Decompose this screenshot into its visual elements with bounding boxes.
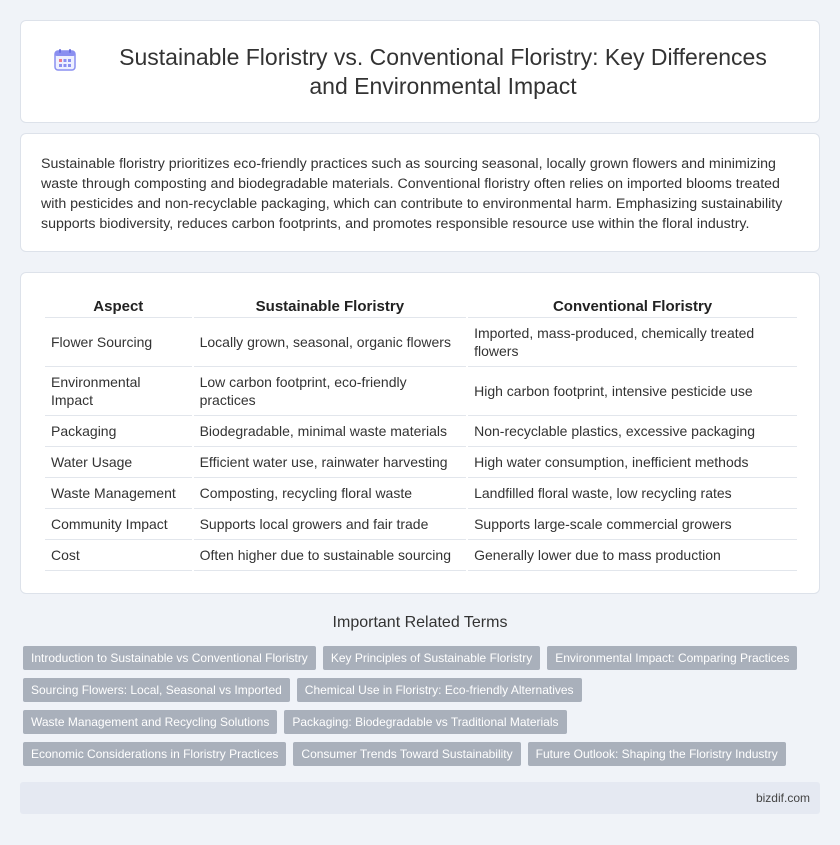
table-cell-conventional: High water consumption, inefficient methods [468, 447, 797, 478]
table-row [45, 447, 797, 478]
table-cell-conventional: Supports large-scale commercial growers [468, 509, 797, 540]
table-cell-conventional: Generally lower due to mass production [468, 540, 797, 571]
related-term-tag[interactable]: Chemical Use in Floristry: Eco-friendly Alternatives [297, 678, 582, 702]
related-term-tag[interactable]: Economic Considerations in Floristry Practices [23, 742, 286, 766]
table-row [45, 416, 797, 447]
table-cell-aspect: Flower Sourcing [45, 318, 192, 367]
table-row [45, 509, 797, 540]
table-header-sustainable: Sustainable Floristry [194, 295, 467, 318]
related-term-tag[interactable]: Consumer Trends Toward Sustainability [293, 742, 520, 766]
table-cell-sustainable: Locally grown, seasonal, organic flowers [194, 318, 467, 367]
footer [20, 782, 820, 814]
table-cell-aspect: Community Impact [45, 509, 192, 540]
table-header-conventional: Conventional Floristry [468, 295, 797, 318]
table-cell-conventional: Landfilled floral waste, low recycling rates [468, 478, 797, 509]
comparison-table-card [20, 272, 820, 594]
related-terms-heading: Important Related Terms [332, 614, 508, 631]
related-terms-list [23, 646, 823, 774]
calendar-icon [52, 47, 78, 73]
related-term-tag[interactable]: Waste Management and Recycling Solutions [23, 710, 277, 734]
table-row [45, 367, 797, 416]
page-title: Sustainable Floristry vs. Conventional Floristry: Key Differences and Environmental Impact [119, 43, 767, 99]
table-cell-aspect: Environmental Impact [45, 367, 192, 416]
table-cell-aspect: Packaging [45, 416, 192, 447]
table-cell-sustainable: Low carbon footprint, eco-friendly practices [194, 367, 467, 416]
table-row [45, 478, 797, 509]
related-term-tag[interactable]: Future Outlook: Shaping the Floristry Industry [528, 742, 786, 766]
table-cell-conventional: Imported, mass-produced, chemically treated flowers [468, 318, 797, 367]
related-term-tag[interactable]: Key Principles of Sustainable Floristry [323, 646, 540, 670]
related-term-tag[interactable]: Introduction to Sustainable vs Conventional Floristry [23, 646, 316, 670]
comparison-table [43, 295, 799, 571]
table-cell-conventional: Non-recyclable plastics, excessive packaging [468, 416, 797, 447]
table-row [45, 540, 797, 571]
table-cell-sustainable: Biodegradable, minimal waste materials [194, 416, 467, 447]
table-cell-conventional: High carbon footprint, intensive pesticide use [468, 367, 797, 416]
table-row [45, 318, 797, 367]
intro-card [20, 133, 820, 252]
intro-paragraph: Sustainable floristry prioritizes eco-friendly practices such as sourcing seasonal, locally grown flowers and minimizing waste through composting and biodegradable materials. Conventional floristry often relies on imported blooms treated with pesticides and non-recyclable packaging, which can contribute to environmental harm. Emphasizing sustainability supports biodiversity, reduces carbon footprints, and promotes responsible resource use within the floral industry. [41, 156, 783, 232]
related-term-tag[interactable]: Environmental Impact: Comparing Practices [547, 646, 797, 670]
table-cell-aspect: Waste Management [45, 478, 192, 509]
table-cell-sustainable: Often higher due to sustainable sourcing [194, 540, 467, 571]
table-cell-sustainable: Composting, recycling floral waste [194, 478, 467, 509]
related-term-tag[interactable]: Packaging: Biodegradable vs Traditional Materials [284, 710, 566, 734]
table-cell-sustainable: Supports local growers and fair trade [194, 509, 467, 540]
table-cell-aspect: Water Usage [45, 447, 192, 478]
related-term-tag[interactable]: Sourcing Flowers: Local, Seasonal vs Imported [23, 678, 290, 702]
table-header-aspect: Aspect [45, 295, 192, 318]
header-card [20, 20, 820, 123]
table-cell-sustainable: Efficient water use, rainwater harvesting [194, 447, 467, 478]
table-cell-aspect: Cost [45, 540, 192, 571]
footer-site-link[interactable]: bizdif.com [755, 791, 810, 805]
